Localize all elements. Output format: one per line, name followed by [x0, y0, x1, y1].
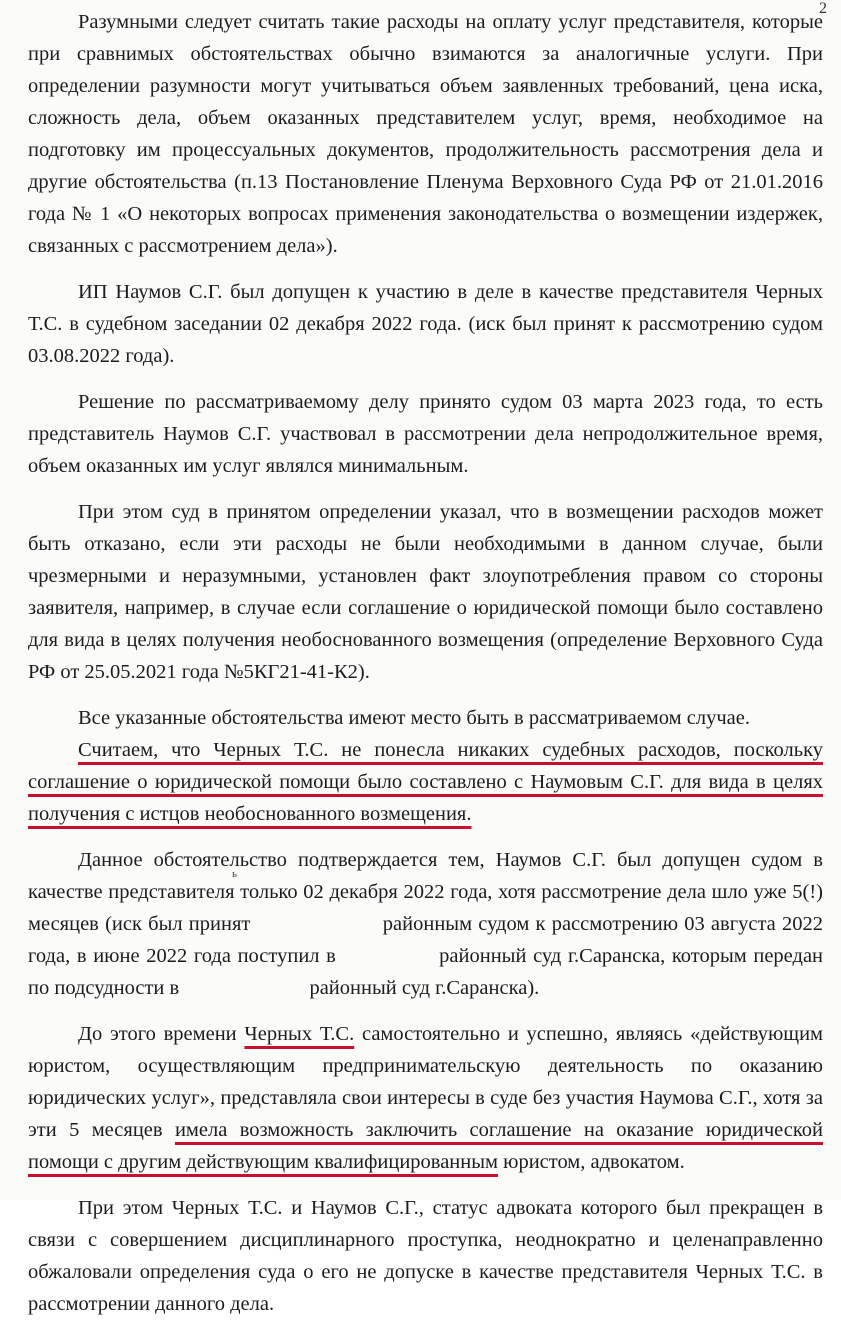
paragraph-highlighted-claim: [28, 734, 823, 830]
paragraph-circumstances: Все указанные обстоятельства имеют место быть в рассматриваемом случае.: [78, 707, 750, 729]
evidence-part-d: районный суд г.Саранска).: [309, 977, 540, 999]
prior-part-a: До этого времени: [78, 1023, 237, 1045]
paragraph-court-ruling: При этом суд в принятом определении указал, что в возмещении расходов может быть отказано, если эти расходы не были необходимыми в данном случае, были чрезмерными и неразумными, установлен факт злоупотребления правом со стороны заявителя, например, в случае если соглашение о юридической помощи было составлено для вида в целях получения необоснованного возмещения (определение Верховного Суда РФ от 25.05.2021 года №5КГ21-41-К2).: [28, 501, 823, 683]
evidence-part-a: Данное обстоятельство подтверждается тем, Наумов С.Г. был допущен судом в качестве представителя только 02 декабря 2022 года, хотя рассмотрение дела шло уже 5(!) месяцев (иск был принят: [28, 849, 823, 935]
paragraph-evidence: [28, 844, 823, 1004]
paragraph-reasonable-expenses: Разумными следует считать такие расходы на оплату услуг представителя, которые при сравнимых обстоятельствах обычно взимаются за аналогичные услуги. При определении разумности могут учитываться объем заявленных требований, цена иска, сложность дела, объем оказанных представителем услуг, время, необходимое на подготовку им процессуальных документов, продолжительность рассмотрения дела и другие обстоятельства (п.13 Постановление Пленума Верховного Суда РФ от 21.01.2016 года № 1 «О некоторых вопросах применения законодательства о возмещении издержек, связанных с рассмотрением дела»).: [28, 11, 823, 257]
red-underlined-claim: Считаем, что Черных Т.С. не понесла никаких судебных расходов, поскольку соглашение о юридической помощи было составлено с Наумовым С.Г. для вида в целях получения с истцов необоснованного возмещения.: [28, 739, 823, 825]
evidence-part-c: районный суд г.Саранска, которым передан по подсудности в: [28, 945, 824, 999]
red-underlined-name: Черных Т.С.: [244, 1023, 355, 1045]
paragraph-appeals: При этом Черных Т.С. и Наумов С.Г., статус адвоката которого был прекращен в связи с совершением дисциплинарного проступка, неоднократно и целенаправленно обжаловали определения суда о его не допуске в качестве представителя Черных Т.С. в рассмотрении данного дела.: [28, 1197, 823, 1315]
document-body: [28, 6, 823, 1320]
red-underlined-opportunity: имела возможность заключить соглашение на оказание юридической помощи с другим действующим квалифицированным: [28, 1119, 824, 1173]
paragraph-decision-date: Решение по рассматриваемому делу принято судом 03 марта 2023 года, то есть представитель Наумов С.Г. участвовал в рассмотрении дела непродолжительное время, объем оказанных им услуг являлся минимальным.: [28, 391, 823, 477]
stray-mark: ь: [232, 868, 238, 880]
paragraph-prior-period: [28, 1018, 823, 1178]
paragraph-representative-admission: ИП Наумов С.Г. был допущен к участию в деле в качестве представителя Черных Т.С. в судебном заседании 02 декабря 2022 года. (иск был принят к рассмотрению судом 03.08.2022 года).: [28, 281, 823, 367]
prior-part-e: юристом, адвокатом.: [503, 1151, 685, 1173]
prior-part-c: самостоятельно и успешно, являясь «действующим юристом, осуществляющим предпринимательскую деятельность по оказанию юридических услуг», представляла свои интересы в суде без участия Наумова С.Г., хотя за эти 5 месяцев: [28, 1023, 824, 1141]
page-number: 2: [819, 0, 827, 17]
evidence-part-b: районным судом к рассмотрению 03 августа 2022 года, в июне 2022 года поступил в: [28, 913, 823, 967]
